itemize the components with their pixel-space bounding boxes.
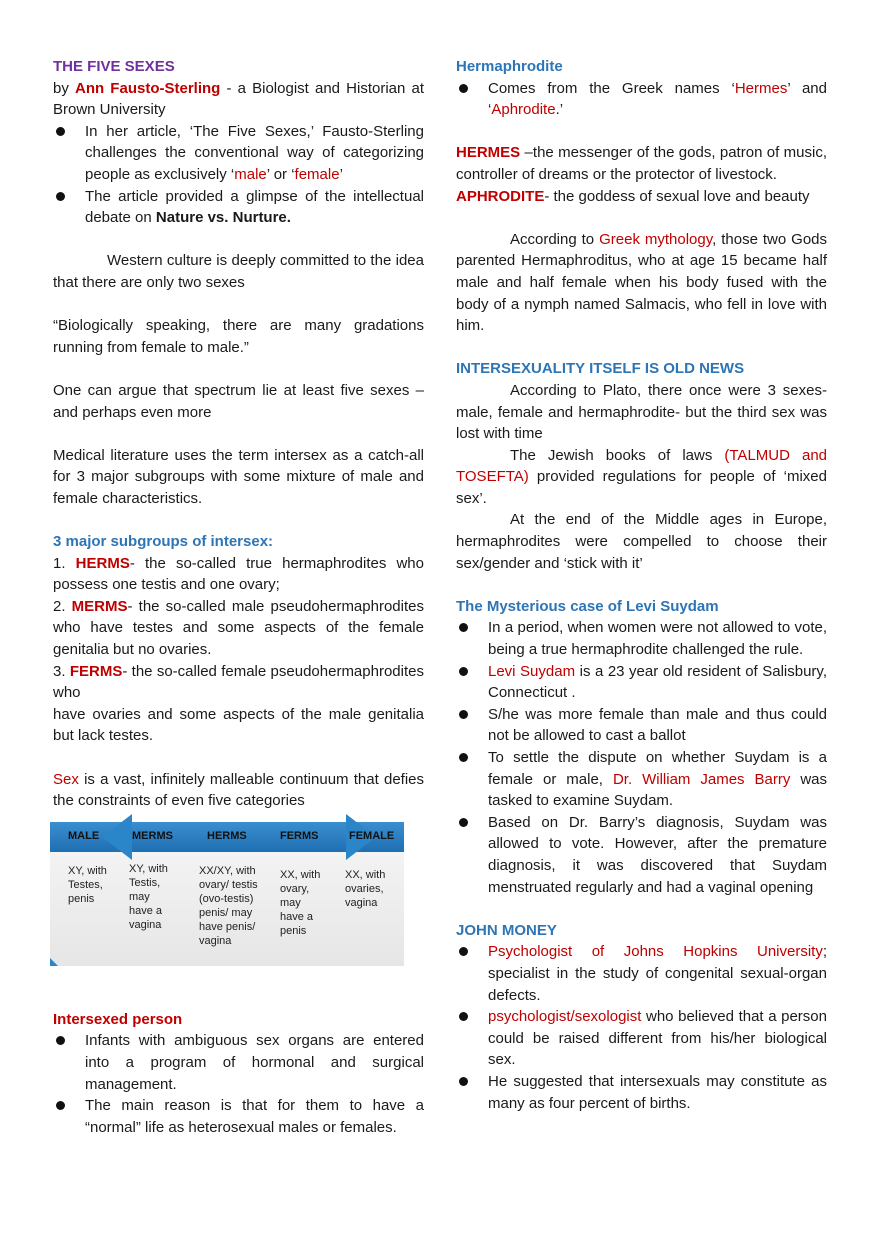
bullet-text: The article provided a glimpse of the intellectual debate on [85, 187, 424, 227]
doctor-name: Dr. William James Barry [612, 770, 791, 788]
highlight-text: psychologist/sexologist [488, 1008, 642, 1026]
jewish-rest: provided regulations for people of ‘mixed sex’. [456, 468, 827, 507]
hermaphrodite-bullets [456, 78, 827, 121]
aphrodite-text: - the goddess of sexual love and beauty [544, 187, 810, 205]
jewish-pre: The Jewish books of laws [510, 446, 725, 464]
talmud-tosefta: (TALMUD and TOSEFTA) [456, 446, 827, 486]
highlight-text: Psychologist of Johns Hopkins University [488, 943, 823, 961]
byline-by: by [53, 79, 75, 97]
hermaphrodite-heading: Hermaphrodite [456, 58, 563, 75]
highlight-male: male [234, 165, 267, 183]
list-item: He suggested that intersexuals may constitute as many as four percent of births. [456, 1071, 827, 1114]
bullet-text: Comes from the Greek names ‘ [488, 79, 735, 97]
bullet-text: who believed that a person could be raised different from his/her biological sex. [488, 1008, 827, 1069]
diagram-label-merms: MERMS [132, 829, 173, 842]
subgroup-name: FERMS [69, 662, 123, 680]
list-item [456, 941, 827, 1006]
document-title: THE FIVE SEXES [53, 58, 175, 75]
highlight-hermes: Hermes [734, 79, 788, 97]
greek-mythology: Greek mythology [599, 230, 713, 248]
sex-rest: is a vast, infinitely malleable continuum that defies the constraints of even five categories [53, 770, 424, 810]
diagram-label-female: FEMALE [349, 829, 395, 842]
bullet-text: ; specialist in the study of congenital sexual-organ defects. [488, 943, 827, 1004]
paragraph: Medical literature uses the term intersex as a catch-all for 3 major subgroups with some mixture of male and female characteristics. [53, 446, 424, 507]
five-sexes-diagram [50, 818, 404, 966]
author-name: Ann Fausto-Sterling [75, 79, 221, 97]
list-item: The main reason is that for them to have a “normal” life as heterosexual males or females. [53, 1095, 424, 1138]
diagram-cell-female: XX, with ovaries, vagina [345, 868, 386, 909]
john-money-heading: JOHN MONEY [456, 921, 557, 939]
paragraph: One can argue that spectrum lie at least five sexes – and perhaps even more [53, 381, 424, 421]
diagram-cell-merms: XY, with Testis, may have a vagina [129, 862, 168, 931]
john-money-bullets [456, 941, 827, 1114]
list-item: S/he was more female than male and thus could not be allowed to cast a ballot [456, 704, 827, 747]
hermes-text: –the messenger of the gods, patron of music, controller of dreams or the protector of livestock. [456, 144, 827, 183]
bullet-text: .’ [555, 101, 564, 119]
right-column [456, 56, 827, 1114]
hermes-name: HERMES [456, 144, 521, 162]
subgroup-text: - the so-called female pseudohermaphrodites who [53, 662, 424, 702]
subgroups-heading: 3 major subgroups of intersex: [53, 533, 274, 551]
sex-paragraph [53, 769, 424, 812]
subgroup-name: MERMS [71, 597, 128, 615]
diagram-cell-ferms: XX, with ovary, may have a penis [280, 868, 321, 937]
aphrodite-paragraph [456, 186, 827, 208]
byline-rest: - a Biologist and Historian at Brown University [53, 79, 425, 119]
subgroup-ferms-cont: have ovaries and some aspects of the male genitalia but lack testes. [53, 705, 424, 745]
bullet-text: In her article, ‘The Five Sexes,’ Fausto-Sterling challenges the conventional way of categorizing people as exclusively ‘ [85, 122, 424, 183]
levi-name: Levi Suydam [488, 662, 576, 680]
bullet-text: To settle the dispute on whether Suydam is a female or male, [488, 749, 827, 788]
list-item [456, 1006, 827, 1071]
bullet-text: ’ and ‘ [488, 79, 827, 119]
left-arrow-icon [102, 814, 132, 860]
greek-paragraph [456, 229, 827, 337]
plato-paragraph: According to Plato, there once were 3 sexes- male, female and hermaphrodite- but the third sex was lost with time [456, 381, 827, 443]
greek-rest: , those two Gods parented Hermaphroditus, who at age 15 became half male and half female when his body fused with the body of a nymph named Salmacis, who fell in love with him. [456, 230, 828, 335]
list-item: Based on Dr. Barry’s diagnosis, Suydam was allowed to vote. However, after the premature diagnosis, it was discovered that Suydam menstruated regularly and had a vaginal opening [456, 812, 827, 898]
aphrodite-name: APHRODITE [456, 187, 545, 205]
subgroup-number: 3. [53, 662, 70, 680]
jewish-paragraph [456, 445, 827, 510]
subgroup-text: - the so-called true hermaphrodites who possess one testis and one ovary; [53, 554, 424, 594]
bullet-text: ’ or ‘ [266, 165, 295, 183]
list-item: In a period, when women were not allowed to vote, being a true hermaphrodite challenged the rule. [456, 617, 827, 660]
list-item [456, 747, 827, 812]
intro-bullets [53, 121, 424, 229]
byline [53, 78, 424, 121]
list-item [53, 186, 424, 229]
hermes-paragraph [456, 142, 827, 185]
paragraph: Western culture is deeply committed to the idea that there are only two sexes [53, 252, 424, 291]
diagram-corner [50, 958, 58, 966]
list-item [456, 78, 827, 121]
highlight-aphrodite: Aphrodite [491, 101, 556, 119]
left-column [53, 56, 424, 1138]
bullet-text: ’ [339, 165, 343, 183]
list-item: Infants with ambiguous sex organs are entered into a program of hormonal and surgical management. [53, 1030, 424, 1095]
quote-paragraph: “Biologically speaking, there are many gradations running from female to male.” [53, 317, 424, 356]
sex-word: Sex [53, 770, 79, 788]
list-item [456, 661, 827, 704]
diagram-label-ferms: FERMS [280, 829, 319, 842]
levi-heading: The Mysterious case of Levi Suydam [456, 597, 719, 615]
diagram-cell-herms: XX/XY, with ovary/ testis (ovo-testis) penis/ may have penis/ vagina [199, 864, 258, 947]
subgroup-number: 1. [53, 554, 76, 572]
subgroup-ferms [53, 661, 424, 704]
old-news-heading: INTERSEXUALITY ITSELF IS OLD NEWS [456, 360, 745, 378]
diagram-label-male: MALE [68, 829, 100, 842]
subgroup-name: HERMS [75, 554, 130, 572]
middle-ages-paragraph: At the end of the Middle ages in Europe, hermaphrodites were compelled to choose their sex/gender and ‘stick with it’ [456, 511, 827, 572]
diagram-cell-male: XY, with Testes, penis [68, 864, 107, 905]
list-item [53, 121, 424, 186]
bold-text: Nature vs. Nurture. [155, 209, 291, 227]
bullet-text: is a 23 year old resident of Salisbury, Connecticut . [488, 662, 827, 702]
subgroup-text: - the so-called male pseudohermaphrodites who have testes and some aspects of the female genitalia but no ovaries. [53, 597, 424, 659]
intersexed-bullets [53, 1030, 424, 1138]
subgroup-herms [53, 553, 424, 596]
bullet-text: was tasked to examine Suydam. [488, 770, 828, 810]
diagram-label-herms: HERMS [207, 829, 247, 842]
subgroup-number: 2. [53, 597, 72, 615]
highlight-female: female [294, 165, 340, 183]
subgroup-merms [53, 596, 424, 661]
levi-bullets [456, 617, 827, 898]
intersexed-heading: Intersexed person [53, 1010, 183, 1028]
greek-pre: According to [510, 230, 600, 248]
